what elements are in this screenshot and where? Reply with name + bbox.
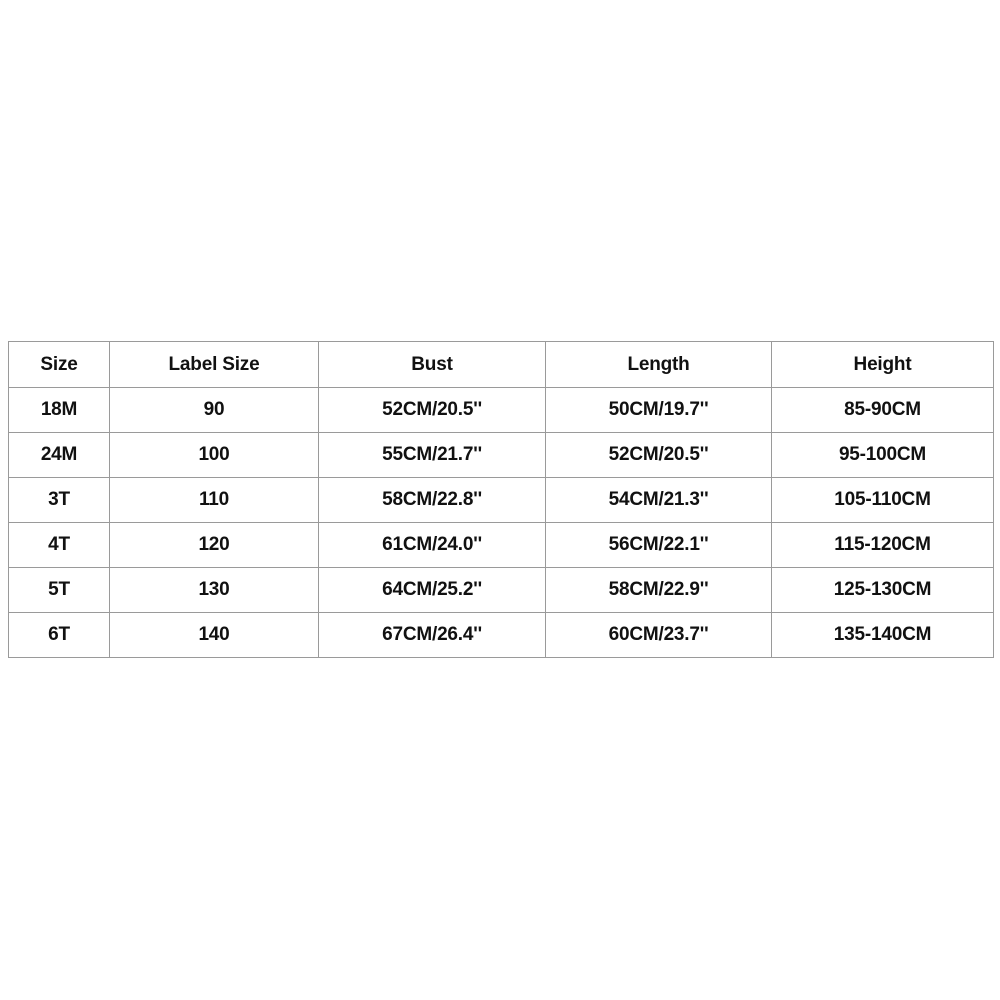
cell-length: 60CM/23.7'': [546, 613, 772, 658]
size-chart-table: [8, 341, 994, 658]
table-row: [9, 613, 994, 658]
cell-length: 58CM/22.9'': [546, 568, 772, 613]
cell-length: 56CM/22.1'': [546, 523, 772, 568]
table-row: [9, 478, 994, 523]
cell-height: 125-130CM: [772, 568, 994, 613]
cell-bust: 55CM/21.7'': [319, 433, 546, 478]
cell-size: 3T: [9, 478, 110, 523]
header-label-size: Label Size: [110, 342, 319, 388]
cell-label-size: 110: [110, 478, 319, 523]
cell-bust: 64CM/25.2'': [319, 568, 546, 613]
cell-size: 18M: [9, 388, 110, 433]
header-height: Height: [772, 342, 994, 388]
table-row: [9, 433, 994, 478]
cell-size: 5T: [9, 568, 110, 613]
header-bust: Bust: [319, 342, 546, 388]
cell-size: 24M: [9, 433, 110, 478]
table-row: [9, 388, 994, 433]
table-row: [9, 568, 994, 613]
cell-label-size: 90: [110, 388, 319, 433]
cell-height: 115-120CM: [772, 523, 994, 568]
cell-size: 4T: [9, 523, 110, 568]
cell-label-size: 120: [110, 523, 319, 568]
cell-height: 95-100CM: [772, 433, 994, 478]
header-length: Length: [546, 342, 772, 388]
cell-label-size: 100: [110, 433, 319, 478]
table-header-row: [9, 342, 994, 388]
cell-label-size: 130: [110, 568, 319, 613]
cell-height: 105-110CM: [772, 478, 994, 523]
cell-label-size: 140: [110, 613, 319, 658]
table-row: [9, 523, 994, 568]
cell-height: 85-90CM: [772, 388, 994, 433]
cell-bust: 58CM/22.8'': [319, 478, 546, 523]
cell-bust: 61CM/24.0'': [319, 523, 546, 568]
cell-length: 54CM/21.3'': [546, 478, 772, 523]
header-size: Size: [9, 342, 110, 388]
cell-size: 6T: [9, 613, 110, 658]
cell-bust: 52CM/20.5'': [319, 388, 546, 433]
cell-length: 50CM/19.7'': [546, 388, 772, 433]
cell-height: 135-140CM: [772, 613, 994, 658]
cell-length: 52CM/20.5'': [546, 433, 772, 478]
cell-bust: 67CM/26.4'': [319, 613, 546, 658]
